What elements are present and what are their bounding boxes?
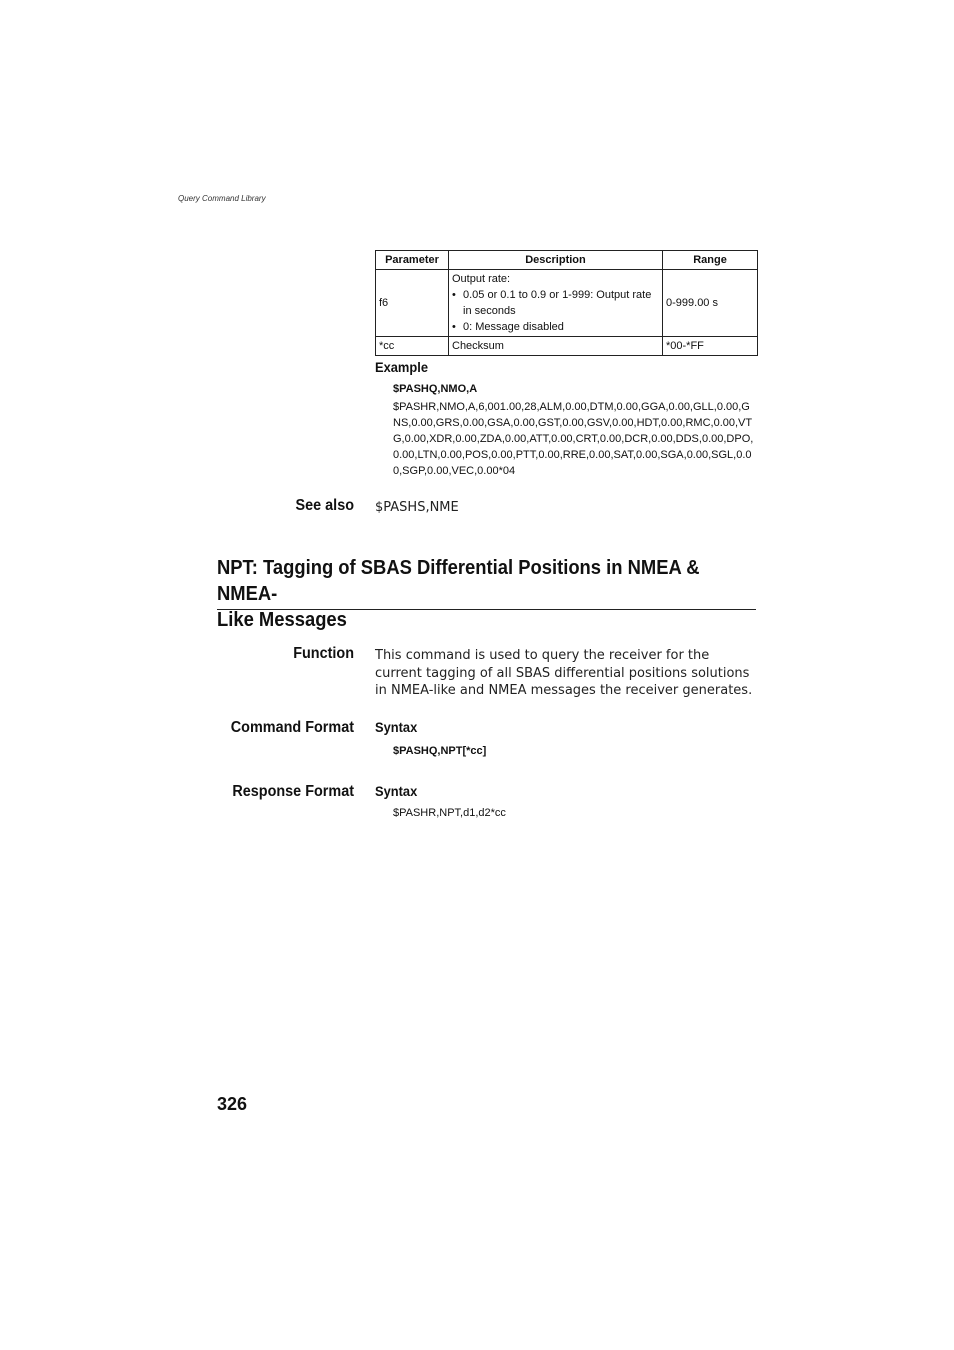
cell-parameter: f6 (376, 270, 449, 337)
section-title (217, 555, 760, 633)
response-syntax-heading: Syntax (375, 783, 418, 799)
parameter-table (375, 250, 758, 356)
example-command: $PASHQ,NMO,A (393, 383, 478, 395)
cell-range: *00-*FF (663, 337, 758, 356)
table-row (376, 337, 758, 356)
column-header-description: Description (449, 251, 663, 270)
cell-parameter: *cc (376, 337, 449, 356)
column-header-range: Range (663, 251, 758, 270)
column-header-parameter: Parameter (376, 251, 449, 270)
example-response: $PASHR,NMO,A,6,001.00,28,ALM,0.00,DTM,0.00,GGA,0.00,GLL,0.00,GNS,0.00,GRS,0.00,GSA,0.00,GST,0.00,GSV,0.00,HDT,0.00,RMC,0.00,VTG,0.00,XDR,0.00,ZDA,0.00,ATT,0.00,CRT,0.00,DCR,0.00,DDS,0.00,DPO,0.00,LTN,0.00,POS,0.00,PTT,0.00,RRE,0.00,SAT,0.00,SGA,0.00,SGL,0.00,SGP,0.00,VEC,0.00*04 (393, 401, 754, 477)
description-bullets (452, 287, 659, 335)
response-syntax: $PASHR,NPT,d1,d2*cc (393, 807, 506, 819)
page-number: 326 (217, 1094, 248, 1114)
command-syntax: $PASHQ,NPT[*cc] (393, 745, 487, 757)
cell-range: 0-999.00 s (663, 270, 758, 337)
see-also-link[interactable]: $PASHS,NME (375, 500, 459, 515)
section-divider (217, 609, 756, 610)
description-intro: Output rate: (452, 273, 511, 285)
list-item: • 0: Message disabled (452, 319, 659, 335)
cell-description: Checksum (449, 337, 663, 356)
function-label: Function (293, 645, 354, 662)
section-title-line: NPT: Tagging of SBAS Differential Positions in NMEA & NMEA- (217, 557, 700, 605)
running-head: Query Command Library (178, 194, 266, 203)
section-title-line: Like Messages (217, 609, 347, 631)
table-header-row (376, 251, 758, 270)
list-item: • 0.05 or 0.1 to 0.9 or 1-999: Output rate in seconds (452, 287, 659, 319)
command-format-label: Command Format (230, 719, 354, 736)
table-row (376, 270, 758, 337)
see-also-label: See also (295, 497, 354, 514)
example-heading: Example (375, 359, 428, 375)
command-syntax-heading: Syntax (375, 719, 418, 735)
response-format-label: Response Format (232, 783, 354, 800)
cell-description (449, 270, 663, 337)
function-description: This command is used to query the receiver for the current tagging of all SBAS differential positions solutions in NMEA-like and NMEA messages the receiver generates. (375, 648, 753, 698)
